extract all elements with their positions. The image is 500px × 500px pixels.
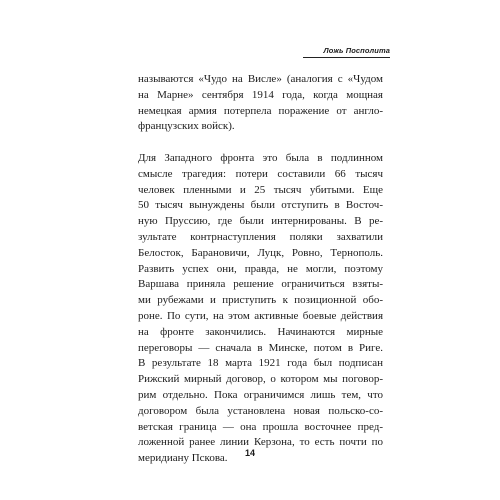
text-line: Для Западного фронта это была в подлинном (138, 152, 383, 164)
text-line: ложенной ранее линии Керзона, то есть почти по (138, 436, 383, 449)
paragraph-2 (138, 151, 383, 467)
paragraph-1 (138, 72, 383, 135)
text-line: договором была установлена новая польско-со- (138, 404, 383, 417)
text-line: зультате контрнаступления поляки захватили (138, 230, 383, 243)
text-line: В результате 18 марта 1921 года был подписан (138, 357, 383, 370)
text-line: Белосток, Барановичи, Луцк, Ровно, Тернополь. (138, 246, 383, 259)
page-number: 14 (244, 448, 255, 458)
text-line: 50 тысяч вынуждены были отступить в Восточ- (138, 199, 383, 212)
text-line: немецкая армия потерпела поражение от англо- (138, 104, 383, 117)
text-line: ми рубежами и приступить к позиционной обо- (138, 294, 383, 307)
text-line: меридиану Пскова. (138, 452, 228, 465)
text-line: роне. По сути, на этом активные боевые действия (138, 309, 383, 322)
text-line: Варшава приняла решение ограничиться взяты- (138, 278, 383, 291)
text-line: французских войск). (138, 120, 235, 133)
text-line: Развить успех они, правда, не могли, поэтому (138, 262, 383, 275)
running-header: Ложь Посполита (323, 46, 390, 55)
text-line: человек пленными и 25 тысяч убитыми. Еще (138, 183, 383, 196)
header-rule (303, 57, 390, 58)
text-line: на Марне» сентября 1914 года, когда мощная (138, 88, 383, 101)
text-line: смысле трагедия: потери составили 66 тысяч (138, 167, 383, 180)
text-line: называются «Чудо на Висле» (аналогия с «Чудом (138, 73, 383, 85)
text-line: на фронте закончились. Начинаются мирные (138, 325, 383, 338)
text-line: рим отдельно. Пока ограничимся лишь тем, что (138, 388, 383, 401)
text-line: ветская граница — она прошла восточнее пред- (138, 420, 383, 433)
text-line: переговоры — сначала в Минске, потом в Риге. (138, 341, 383, 354)
text-line: ную Пруссию, где были интернированы. В ре- (138, 215, 383, 228)
text-line: Рижский мирный договор, о котором мы поговор- (138, 373, 383, 386)
